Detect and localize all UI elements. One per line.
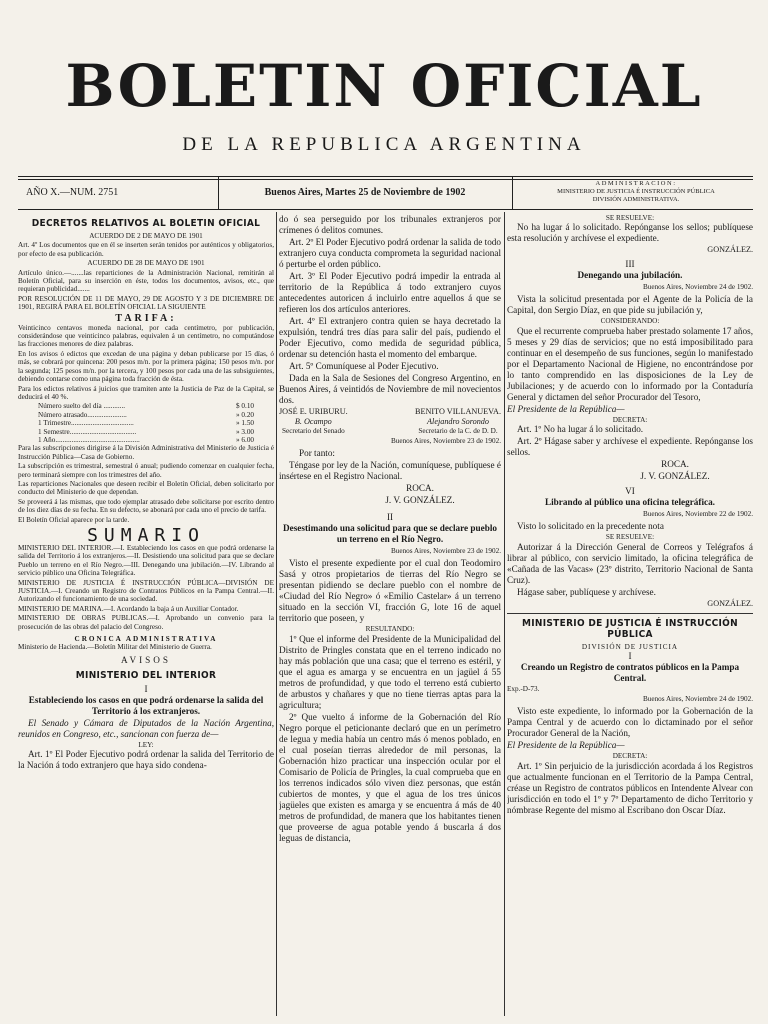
summary-entry: MINISTERIO DE MARINA.—I. Acordando la baja á un Auxiliar Contador. xyxy=(18,604,239,613)
ley-label: LEY: xyxy=(138,740,154,749)
paragraph: Art. 5º Comuníquese al Poder Ejecutivo. xyxy=(289,361,439,371)
resuelve-label: SE RESUELVE: xyxy=(605,214,655,222)
act-date: Buenos Aires, Noviembre 23 de 1902. xyxy=(391,437,501,446)
admin-line: ADMINISTRACION: xyxy=(595,180,677,187)
paragraph: Art. 1º Sin perjuicio de la jurisdicción acordada á los Registros que actualmente funcionan en el Territorio de la Pampa Central, créase un Registro de contratos públicos en Intendente Alvear con jurisdicción en todo el 1º y 7º Departamento de dicho Territorio y nómbrase Regente del mismo al Escribano don Oscar Díaz. xyxy=(507,760,753,815)
signature: J. V. GONZÁLEZ. xyxy=(385,495,455,506)
decreta-label: DECRETA: xyxy=(612,415,648,424)
paragraph: Art. 2º Hágase saber y archívese el expediente. Repónganse los sellos. xyxy=(507,436,753,458)
section-rule xyxy=(507,613,753,614)
paragraph: Art. 1º No ha lugar á lo solicitado. xyxy=(517,424,644,435)
act-title: Creando un Registro de contratos públicos en la Pampa Central. xyxy=(520,662,740,684)
act-date: Buenos Aires, Noviembre 24 de 1902. xyxy=(643,283,753,292)
paragraph: POR RESOLUCIÓN DE 11 DE MAYO, 29 DE AGOSTO Y 3 DE DICIEMBRE DE 1901, REGIRÁ PARA EL BOLETÍN OFICIAL LA SIGUIENTE xyxy=(18,294,274,312)
signer-role: Secretario de la C. de D. D. xyxy=(418,427,498,435)
paragraph: Art. 1º El Poder Ejecutivo podrá ordenar la salida del Territorio de la Nación á todo extranjero que haya sido condena- xyxy=(18,749,274,771)
dateline: Buenos Aires, Martes 25 de Noviembre de 1902 xyxy=(264,187,466,198)
paragraph: 1º Que el informe del Presidente de la Municipalidad del Distrito de Pringles constata que en el terreno indicado no hay más población que una casa; que el terreno es estéril, y que el agua es amarga y se encuentra en un jagüel á 55 metros de profundidad, y que todo el terreno está cubierto de arbustos y chañares y que no tiene tierras aptas para la agricultura; xyxy=(279,633,501,710)
price-label: 1 Semestre..................................... xyxy=(38,427,137,436)
masthead-subtitle: DE LA REPUBLICA ARGENTINA xyxy=(182,134,586,155)
signature-left xyxy=(279,407,348,435)
act-date: Buenos Aires, Noviembre 24 de 1902. xyxy=(643,695,753,704)
paragraph: Visto el presente expediente por el cual don Teodomiro Sasá y otros propietarios de tierras del Río Negro se presentan pidiendo se declare pueblo con el nombre de «Ciudad del Río Negro» ó «Emilio Castelar» á un terreno situado en la sección VI, fracción G, lote 16 de aquel territorio que poseen, y xyxy=(279,558,501,624)
header-rule-top xyxy=(18,176,753,177)
paragraph: Para las subscripciones dirigirse á la División Administrativa del Ministerio de Justicia é Instrucción Pública—Casa de Gobierno. xyxy=(18,444,274,461)
price-row xyxy=(18,436,274,444)
section-heading: MINISTERIO DEL INTERIOR xyxy=(75,669,217,681)
summary-entry: MINISTERIO DE OBRAS PUBLICAS.—I. Aprobando un convenio para la prosecución de las obras del palacio del Congreso. xyxy=(18,614,274,631)
price-label: 1 Trimestre................................... xyxy=(38,419,134,428)
price-value: » 3.00 xyxy=(236,427,254,436)
decree-date: ACUERDO DE 2 DE MAYO DE 1901 xyxy=(89,232,203,240)
avisos-heading: AVISOS xyxy=(121,654,171,665)
header-divider xyxy=(512,177,513,209)
decree-date: ACUERDO DE 28 DE MAYO DE 1901 xyxy=(87,259,205,268)
division-label: DIVISIÓN DE JUSTICIA xyxy=(581,642,679,651)
column-3 xyxy=(507,214,753,1016)
issue-number: AÑO X.—NUM. 2751 xyxy=(26,187,119,198)
price-row xyxy=(18,402,274,410)
considerando-label: CONSIDERANDO: xyxy=(600,317,660,326)
paragraph: Art. 4º Los documentos que en él se inserten serán tenidos por auténticos y obligatorios, por efecto de esa publicación. xyxy=(18,241,274,258)
paragraph: Vista la solicitud presentada por el Agente de la Policía de la Capital, don Sergio Díaz, en que pide su jubilación y, xyxy=(507,294,753,316)
paragraph: En los avisos ó edictos que excedan de una página y deban publicarse por 15 días, ó más, se cobrará por quincena: 200 pesos m/n. por la primera página; 150 pesos m/n. por la segunda; 125 pesos m/n. por la tercera, y 100 pesos por cada una de las subsiguientes, debiendo contarse como una página toda fracción de ésta. xyxy=(18,349,274,384)
paragraph: Art. 4º El extranjero contra quien se haya decretado la expulsión, tendrá tres días para salir del país, pudiendo el Poder Ejecutivo, como medida de seguridad pública, ordenar su detención hasta el momento del embarque. xyxy=(279,316,501,359)
cronica-heading: CRONICA ADMINISTRATIVA xyxy=(74,635,218,644)
price-value: $ 0.10 xyxy=(236,402,254,411)
act-title: Desestimando una solicitud para que se declare pueblo un terreno en el Río Negro. xyxy=(283,523,497,545)
section-heading: DECRETOS RELATIVOS AL BOLETIN OFICIAL xyxy=(31,218,261,229)
paragraph: Autorizar á la Dirección General de Correos y Telégrafos á librar al público, con servicio limitado, la oficina telegráfica de «Cañada de las Vacas» (23º distrito, Territorio Nacional de Santa Cruz). xyxy=(507,541,753,585)
header-rule-bottom xyxy=(18,209,753,210)
paragraph: Ministerio de Hacienda.—Boletín Militar del Ministerio de Guerra. xyxy=(18,643,212,652)
paragraph: El Presidente de la República— xyxy=(507,740,625,751)
paragraph: Hágase saber, publíquese y archívese. xyxy=(517,586,656,597)
roman-numeral: VI xyxy=(625,486,635,497)
roman-numeral: I xyxy=(628,651,632,662)
resultando-label: RESULTANDO: xyxy=(365,625,415,634)
column-2 xyxy=(279,214,501,1016)
price-value: » 6.00 xyxy=(236,435,254,444)
admin-line: DIVISIÓN ADMINISTRATIVA. xyxy=(592,196,680,203)
signer-name: JOSÉ E. URIBURU. xyxy=(279,407,348,416)
paragraph: Por tanto: xyxy=(299,448,335,459)
price-value: » 0.20 xyxy=(236,410,254,419)
signatures xyxy=(279,407,501,435)
price-value: » 1.50 xyxy=(236,419,254,428)
signer-secretary: B. Ocampo xyxy=(294,417,332,426)
column-divider xyxy=(276,212,277,1016)
paragraph: Para los edictos relativos á juicios que tramiten ante la Justicia de Paz de la Capital, se deducirá el 40 %. xyxy=(18,384,274,401)
price-list xyxy=(18,402,274,444)
signature-right xyxy=(415,407,501,435)
act-title: Librando al público una oficina telegráfica. xyxy=(545,497,715,508)
paragraph: Art. 3º El Poder Ejecutivo podrá impedir la entrada al territorio de la República á todo extranjero cuyos antecedentes autoricen á incluirlo entre aquellos á que se refieren los dos artículos anteriores. xyxy=(279,271,501,314)
paragraph: Las reparticiones Nacionales que deseen recibir el Boletín Oficial, deben solicitarlo por conducto del Ministerio de que dependan. xyxy=(18,479,274,497)
price-row xyxy=(18,428,274,436)
price-label: Número atrasado...................... xyxy=(38,410,127,419)
paragraph: do ó sea perseguido por los tribunales extranjeros por crímenes ó delitos comunes. xyxy=(279,214,501,235)
paragraph: Dada en la Sala de Sesiones del Congreso Argentino, en Buenos Aires, á veintidós de Noviembre de mil novecientos dos. xyxy=(279,373,501,405)
summary-entry: MINISTERIO DEL INTERIOR.—I. Estableciendo los casos en que podrá ordenarse la salida del Territorio á los extranjeros.—II. Desistiendo una solicitud para que se declare Pueblo un terreno en el Río Negro.—III. Denegando una jubilación.—IV. Librando al servicio público una Oficina Telegráfica. xyxy=(18,544,274,578)
paragraph: El Senado y Cámara de Diputados de la Nación Argentina, reunidos en Congreso, etc., sancionan con fuerza de— xyxy=(18,717,274,739)
file-number: Exp.-D-73. xyxy=(507,685,540,694)
resuelve-label: SE RESUELVE: xyxy=(605,533,655,542)
tarifa-title: TARIFA: xyxy=(115,312,177,324)
roman-numeral: III xyxy=(625,259,635,270)
price-label: 1 Año............................................... xyxy=(38,435,140,444)
sumario-heading: SUMARIO xyxy=(87,525,205,546)
price-row xyxy=(18,419,274,427)
act-date: Buenos Aires, Noviembre 22 de 1902. xyxy=(643,510,753,519)
roman-numeral: I xyxy=(144,683,148,694)
roman-numeral: II xyxy=(386,512,394,523)
paragraph: Art. 2º El Poder Ejecutivo podrá ordenar la salida de todo extranjero cuya conducta comprometa la seguridad nacional ó perturbe el orden público. xyxy=(279,237,501,269)
summary-entry: MINISTERIO DE JUSTICIA É INSTRUCCIÓN PÚBLICA—DIVISIÓN DE JUSTICIA.—I. Creando un Registro de Contratos Públicos en la Pampa Central.—II. Autorizando el funcionamiento de una sociedad. xyxy=(18,578,274,604)
decreta-label: DECRETA: xyxy=(612,752,648,761)
paragraph: La subscripción es trimestral, semestral ó anual; pudiendo comenzar en cualquier fecha, pero terminará siempre con los trimestres del año. xyxy=(18,462,274,479)
masthead-title: BOLETIN OFICIAL xyxy=(65,52,703,120)
price-label: Número suelto del día ............ xyxy=(38,402,126,411)
signature: ROCA. xyxy=(406,483,434,494)
administration-block xyxy=(520,180,752,206)
paragraph: Téngase por ley de la Nación, comuníquese, publíquese é insértese en el Registro Nacional. xyxy=(279,460,501,482)
paragraph: Veinticinco centavos moneda nacional, por cada centímetro, por publicación, considerándose que veinticinco palabras, equivalen á un centímetro, no computándose las fracciones menores de diez palabras. xyxy=(18,323,274,349)
act-title: Denegando una jubilación. xyxy=(577,270,683,281)
price-row xyxy=(18,411,274,419)
admin-line: MINISTERIO DE JUSTICIA É INSTRUCCIÓN PÚBLICA xyxy=(557,188,715,195)
signer-secretary: Alejandro Sorondo xyxy=(427,417,489,426)
signature: ROCA. xyxy=(661,459,689,470)
section-heading: MINISTERIO DE JUSTICIA É INSTRUCCIÓN PÚBLICA xyxy=(522,617,738,640)
paragraph: 2º Que vuelto á informe de la Gobernación del Río Negro porque el peticionante declaró que en un perímetro de legua y media había un centro más ó menos poblado, en el cual poseían tierras alrededor de mil personas, la Gobernación hizo practicar una inspección ocular por el Comisario de Policía de Pringles, la cual comprueba que en los terrenos indicados sólo viven diez personas, que están cubiertos de montes, y que el agua de los tres únicos jagüeles que existen es amarga y se encuentra á más de 40 metros de profundidad, de manera que los habitantes tienen que proveerse de agua potable yendo á buscarla á dos leguas de distancia, xyxy=(279,711,501,843)
signature: GONZÁLEZ. xyxy=(707,598,753,608)
paragraph: Que el recurrente comprueba haber prestado solamente 17 años, 5 meses y 29 días de servicios; que no está imposibilitado para continuar en el desempeño de sus funciones, según lo manifestado por el Departamento Nacional de Higiene, no encontrándose por lo tanto comprendido en las disposiciones de la Ley de Jubilaciones; y de acuerdo con lo informado por la Contaduría General y dictamen del señor Procurador del Tesoro, xyxy=(507,325,753,402)
paragraph: Visto lo solicitado en la precedente nota xyxy=(517,521,664,532)
paragraph: El Boletín Oficial aparece por la tarde. xyxy=(18,515,130,524)
act-date: Buenos Aires, Noviembre 23 de 1902. xyxy=(391,547,501,556)
act-title: Estableciendo los casos en que podrá ordenarse la salida del Territorio á los extranjeros. xyxy=(28,694,264,716)
paragraph: No ha lugar á lo solicitado. Repónganse los sellos; publíquese esta resolución y archívese el expediente. xyxy=(507,222,753,244)
signature: GONZÁLEZ. xyxy=(707,245,753,255)
paragraph: Artículo único.—.......las reparticiones de la Administración Nacional, remitirán al Boletín Oficial, para su inserción en éste, todos los documentos, avisos, etc., que requieran publicidad....... xyxy=(18,268,274,294)
signer-role: Secretario del Senado xyxy=(282,427,345,435)
paragraph: Visto este expediente, lo informado por la Gobernación de la Pampa Central y de acuerdo con lo dictaminado por el señor Procurador General de la Nación, xyxy=(507,706,753,739)
column-divider xyxy=(504,212,505,1016)
signature: J. V. GONZÁLEZ. xyxy=(640,471,710,482)
column-1 xyxy=(18,214,274,1016)
signer-name: BENITO VILLANUEVA. xyxy=(415,407,501,416)
paragraph: Se proveerá á las mismas, que todo ejemplar atrasado debe solicitarse por escrito dentro de los diez días de su fecha. En su defecto, se abonará por cada uno el precio de tarifa. xyxy=(18,497,274,515)
header-divider xyxy=(218,177,219,209)
paragraph: El Presidente de la República— xyxy=(507,403,625,414)
